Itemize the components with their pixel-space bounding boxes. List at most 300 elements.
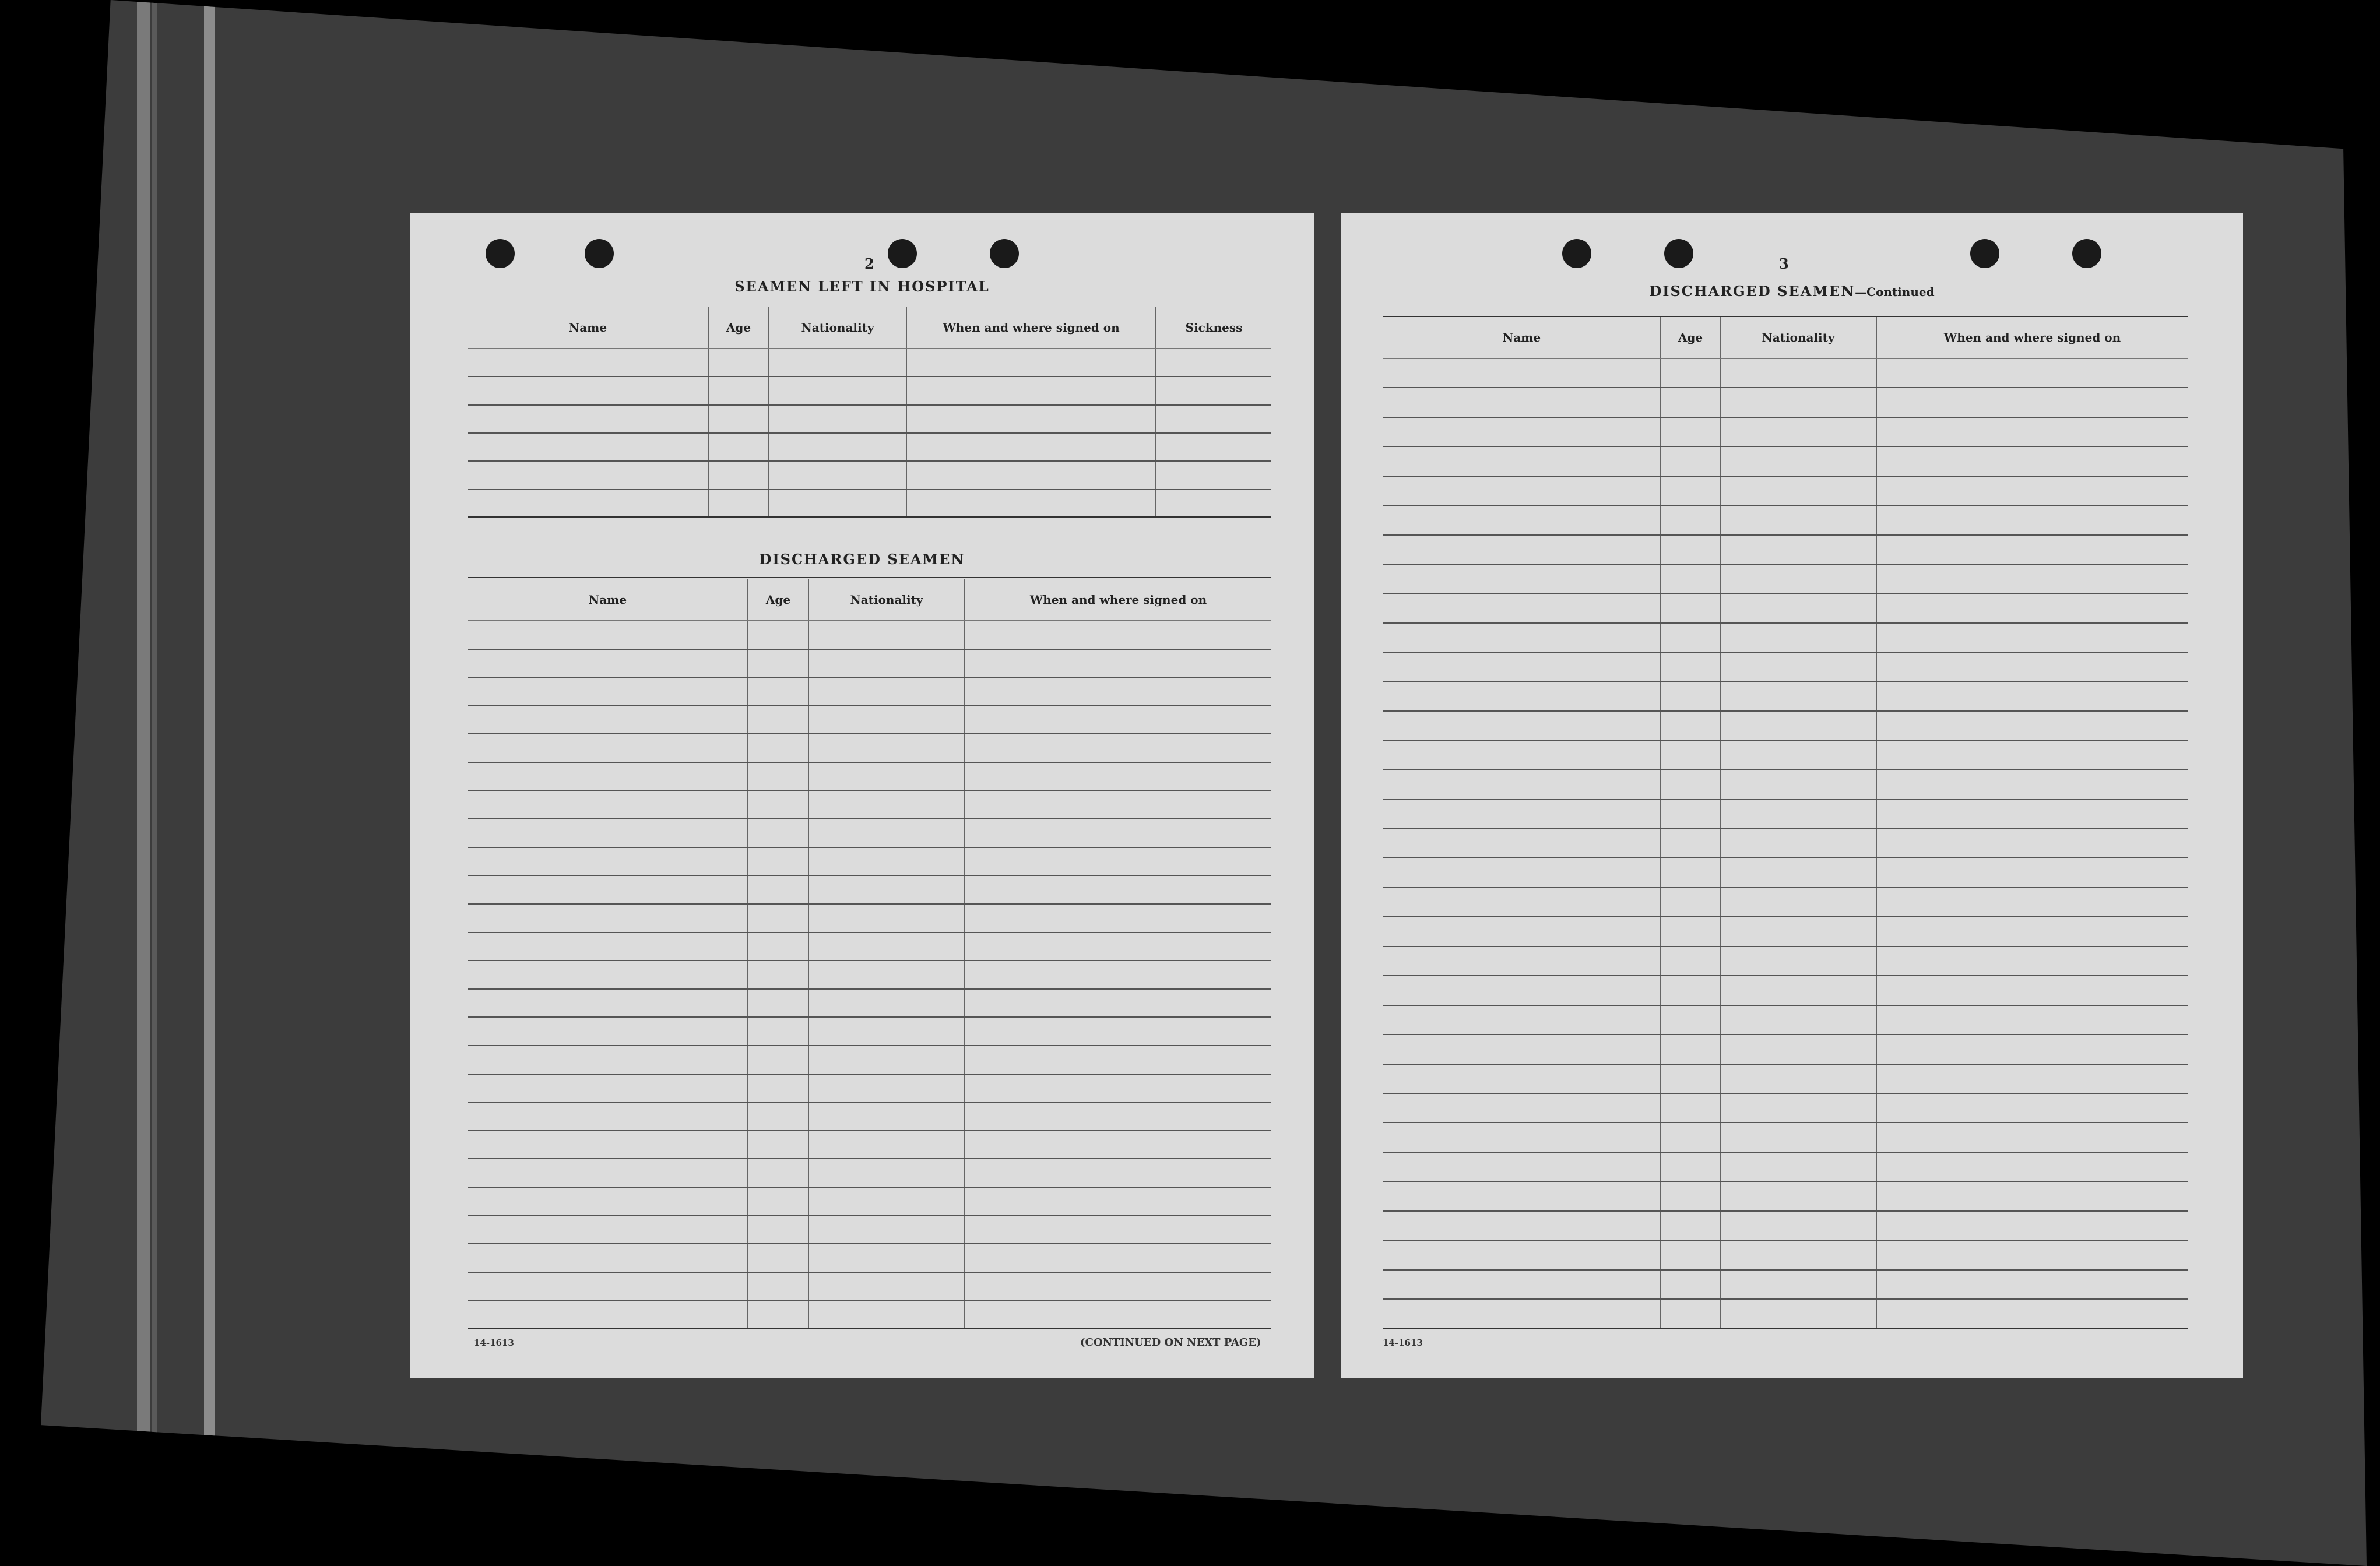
blank-cell[interactable] bbox=[1661, 976, 1720, 1005]
blank-cell[interactable] bbox=[1661, 800, 1720, 829]
blank-cell[interactable] bbox=[748, 1272, 808, 1301]
blank-cell[interactable] bbox=[1661, 770, 1720, 799]
blank-cell[interactable] bbox=[1383, 1240, 1661, 1269]
blank-cell[interactable] bbox=[965, 1102, 1271, 1131]
blank-cell[interactable] bbox=[708, 405, 769, 433]
blank-cell[interactable] bbox=[1383, 505, 1661, 534]
blank-cell[interactable] bbox=[1876, 535, 2188, 564]
blank-cell[interactable] bbox=[748, 847, 808, 876]
blank-cell[interactable] bbox=[1720, 976, 1876, 1005]
blank-cell[interactable] bbox=[708, 490, 769, 518]
blank-cell[interactable] bbox=[1383, 1093, 1661, 1122]
blank-cell[interactable] bbox=[1661, 917, 1720, 946]
blank-cell[interactable] bbox=[808, 847, 965, 876]
blank-cell[interactable] bbox=[1661, 476, 1720, 505]
blank-cell[interactable] bbox=[1661, 505, 1720, 534]
blank-cell[interactable] bbox=[1383, 770, 1661, 799]
blank-cell[interactable] bbox=[1661, 1240, 1720, 1269]
blank-cell[interactable] bbox=[1156, 376, 1271, 404]
blank-cell[interactable] bbox=[1720, 1005, 1876, 1034]
table-row bbox=[468, 490, 1271, 518]
table-row bbox=[468, 734, 1271, 762]
blank-cell[interactable] bbox=[1383, 1122, 1661, 1152]
blank-cell[interactable] bbox=[1720, 388, 1876, 417]
blank-cell[interactable] bbox=[1661, 564, 1720, 593]
blank-cell[interactable] bbox=[1661, 1270, 1720, 1299]
blank-cell[interactable] bbox=[1876, 917, 2188, 946]
blank-cell[interactable] bbox=[748, 819, 808, 847]
blank-cell[interactable] bbox=[965, 677, 1271, 706]
table-row bbox=[468, 621, 1271, 649]
blank-cell[interactable] bbox=[808, 960, 965, 989]
hospital-body bbox=[468, 349, 1271, 518]
blank-cell[interactable] bbox=[1876, 711, 2188, 740]
blank-cell[interactable] bbox=[1876, 1240, 2188, 1269]
blank-cell[interactable] bbox=[1383, 888, 1661, 917]
blank-cell[interactable] bbox=[1661, 358, 1720, 388]
blank-cell[interactable] bbox=[468, 1187, 748, 1216]
blank-cell[interactable] bbox=[1156, 405, 1271, 433]
blank-cell[interactable] bbox=[1383, 1270, 1661, 1299]
blank-cell[interactable] bbox=[965, 1244, 1271, 1272]
blank-cell[interactable] bbox=[748, 677, 808, 706]
blank-cell[interactable] bbox=[1383, 858, 1661, 887]
blank-cell[interactable] bbox=[1661, 711, 1720, 740]
blank-cell[interactable] bbox=[1383, 417, 1661, 446]
blank-cell[interactable] bbox=[1720, 946, 1876, 976]
blank-cell[interactable] bbox=[1876, 829, 2188, 858]
blank-cell[interactable] bbox=[468, 847, 748, 876]
blank-cell[interactable] bbox=[808, 1159, 965, 1187]
blank-cell[interactable] bbox=[468, 1272, 748, 1301]
blank-cell[interactable] bbox=[1876, 388, 2188, 417]
blank-cell[interactable] bbox=[1661, 946, 1720, 976]
blank-cell[interactable] bbox=[1720, 1034, 1876, 1064]
blank-cell[interactable] bbox=[1876, 417, 2188, 446]
blank-cell[interactable] bbox=[1661, 1211, 1720, 1240]
column-header: When and where signed on bbox=[1876, 316, 2188, 358]
blank-cell[interactable] bbox=[1876, 652, 2188, 681]
blank-cell[interactable] bbox=[1383, 1299, 1661, 1328]
blank-cell[interactable] bbox=[769, 461, 906, 489]
blank-cell[interactable] bbox=[808, 706, 965, 734]
blank-cell[interactable] bbox=[808, 1017, 965, 1046]
blank-cell[interactable] bbox=[965, 989, 1271, 1018]
blank-cell[interactable] bbox=[1383, 652, 1661, 681]
blank-cell[interactable] bbox=[769, 405, 906, 433]
blank-cell[interactable] bbox=[1383, 1034, 1661, 1064]
blank-cell[interactable] bbox=[808, 621, 965, 649]
blank-cell[interactable] bbox=[468, 819, 748, 847]
blank-cell[interactable] bbox=[1383, 564, 1661, 593]
table-row bbox=[1383, 1064, 2188, 1093]
blank-cell[interactable] bbox=[1720, 1064, 1876, 1093]
blank-cell[interactable] bbox=[1876, 1181, 2188, 1210]
blank-cell[interactable] bbox=[1383, 711, 1661, 740]
blank-cell[interactable] bbox=[808, 819, 965, 847]
blank-cell[interactable] bbox=[1876, 1064, 2188, 1093]
blank-cell[interactable] bbox=[1876, 1034, 2188, 1064]
blank-cell[interactable] bbox=[1876, 564, 2188, 593]
blank-cell[interactable] bbox=[965, 1300, 1271, 1329]
column-header: Age bbox=[1661, 316, 1720, 358]
blank-cell[interactable] bbox=[1661, 1152, 1720, 1181]
blank-cell[interactable] bbox=[748, 1300, 808, 1329]
blank-cell[interactable] bbox=[808, 1215, 965, 1244]
blank-cell[interactable] bbox=[1876, 858, 2188, 887]
blank-cell[interactable] bbox=[1661, 1034, 1720, 1064]
blank-cell[interactable] bbox=[748, 1102, 808, 1131]
blank-cell[interactable] bbox=[748, 960, 808, 989]
blank-cell[interactable] bbox=[1156, 461, 1271, 489]
blank-cell[interactable] bbox=[906, 376, 1156, 404]
table-row bbox=[468, 1159, 1271, 1187]
form-code: 14-1613 bbox=[474, 1338, 514, 1348]
blank-cell[interactable] bbox=[965, 762, 1271, 791]
table-row bbox=[1383, 446, 2188, 476]
blank-cell[interactable] bbox=[1661, 417, 1720, 446]
blank-cell[interactable] bbox=[1876, 770, 2188, 799]
blank-cell[interactable] bbox=[965, 734, 1271, 762]
blank-cell[interactable] bbox=[468, 1046, 748, 1074]
blank-cell[interactable] bbox=[1720, 1211, 1876, 1240]
blank-cell[interactable] bbox=[748, 932, 808, 961]
blank-cell[interactable] bbox=[906, 433, 1156, 461]
table-row bbox=[468, 1215, 1271, 1244]
blank-cell[interactable] bbox=[965, 1046, 1271, 1074]
blank-cell[interactable] bbox=[1383, 682, 1661, 711]
blank-cell[interactable] bbox=[748, 1215, 808, 1244]
blank-cell[interactable] bbox=[1876, 1005, 2188, 1034]
blank-cell[interactable] bbox=[965, 649, 1271, 678]
blank-cell[interactable] bbox=[1720, 417, 1876, 446]
blank-cell[interactable] bbox=[748, 904, 808, 932]
blank-cell[interactable] bbox=[468, 1300, 748, 1329]
blank-cell[interactable] bbox=[1720, 770, 1876, 799]
table-row bbox=[1383, 770, 2188, 799]
blank-cell[interactable] bbox=[1720, 800, 1876, 829]
blank-cell[interactable] bbox=[748, 1131, 808, 1159]
blank-cell[interactable] bbox=[1383, 1181, 1661, 1210]
blank-cell[interactable] bbox=[965, 847, 1271, 876]
blank-cell[interactable] bbox=[468, 1102, 748, 1131]
blank-cell[interactable] bbox=[1720, 1270, 1876, 1299]
blank-cell[interactable] bbox=[1876, 1270, 2188, 1299]
blank-cell[interactable] bbox=[1720, 594, 1876, 623]
blank-cell[interactable] bbox=[1720, 535, 1876, 564]
blank-cell[interactable] bbox=[965, 1272, 1271, 1301]
continued-note: (CONTINUED ON NEXT PAGE) bbox=[1080, 1336, 1261, 1349]
blank-cell[interactable] bbox=[808, 1046, 965, 1074]
table-row bbox=[468, 989, 1271, 1018]
column-header: When and where signed on bbox=[906, 306, 1156, 349]
blank-cell[interactable] bbox=[1720, 358, 1876, 388]
blank-cell[interactable] bbox=[1383, 535, 1661, 564]
blank-cell[interactable] bbox=[1383, 358, 1661, 388]
blank-cell[interactable] bbox=[808, 677, 965, 706]
blank-cell[interactable] bbox=[468, 1159, 748, 1187]
blank-cell[interactable] bbox=[468, 1131, 748, 1159]
blank-cell[interactable] bbox=[965, 875, 1271, 904]
blank-cell[interactable] bbox=[1720, 1122, 1876, 1152]
blank-cell[interactable] bbox=[1876, 741, 2188, 770]
blank-cell[interactable] bbox=[1661, 652, 1720, 681]
table-row bbox=[1383, 1299, 2188, 1328]
blank-cell[interactable] bbox=[748, 734, 808, 762]
blank-cell[interactable] bbox=[808, 1244, 965, 1272]
blank-cell[interactable] bbox=[1876, 594, 2188, 623]
blank-cell[interactable] bbox=[1383, 741, 1661, 770]
blank-cell[interactable] bbox=[1720, 1299, 1876, 1328]
blank-cell[interactable] bbox=[468, 1017, 748, 1046]
blank-cell[interactable] bbox=[468, 433, 708, 461]
blank-cell[interactable] bbox=[1383, 388, 1661, 417]
blank-cell[interactable] bbox=[1876, 800, 2188, 829]
blank-cell[interactable] bbox=[1720, 917, 1876, 946]
blank-cell[interactable] bbox=[468, 989, 748, 1018]
blank-cell[interactable] bbox=[1720, 741, 1876, 770]
blank-cell[interactable] bbox=[748, 1187, 808, 1216]
blank-cell[interactable] bbox=[1876, 476, 2188, 505]
blank-cell[interactable] bbox=[1876, 888, 2188, 917]
blank-cell[interactable] bbox=[708, 349, 769, 376]
blank-cell[interactable] bbox=[1661, 1181, 1720, 1210]
blank-cell[interactable] bbox=[808, 1102, 965, 1131]
blank-cell[interactable] bbox=[808, 932, 965, 961]
blank-cell[interactable] bbox=[468, 405, 708, 433]
blank-cell[interactable] bbox=[1720, 711, 1876, 740]
blank-cell[interactable] bbox=[1876, 1152, 2188, 1181]
blank-cell[interactable] bbox=[1876, 1299, 2188, 1328]
blank-cell[interactable] bbox=[808, 734, 965, 762]
blank-cell[interactable] bbox=[808, 649, 965, 678]
blank-cell[interactable] bbox=[1876, 682, 2188, 711]
blank-cell[interactable] bbox=[748, 1159, 808, 1187]
blank-cell[interactable] bbox=[808, 989, 965, 1018]
blank-cell[interactable] bbox=[468, 791, 748, 819]
blank-cell[interactable] bbox=[1876, 446, 2188, 476]
blank-cell[interactable] bbox=[1661, 535, 1720, 564]
blank-cell[interactable] bbox=[748, 706, 808, 734]
blank-cell[interactable] bbox=[1661, 594, 1720, 623]
blank-cell[interactable] bbox=[748, 649, 808, 678]
blank-cell[interactable] bbox=[965, 819, 1271, 847]
blank-cell[interactable] bbox=[708, 433, 769, 461]
blank-cell[interactable] bbox=[1661, 1005, 1720, 1034]
blank-cell[interactable] bbox=[769, 349, 906, 376]
discharged-body bbox=[468, 621, 1271, 1329]
blank-cell[interactable] bbox=[748, 875, 808, 904]
blank-cell[interactable] bbox=[808, 904, 965, 932]
blank-cell[interactable] bbox=[468, 349, 708, 376]
blank-cell[interactable] bbox=[1661, 858, 1720, 887]
blank-cell[interactable] bbox=[468, 762, 748, 791]
blank-cell[interactable] bbox=[1720, 1240, 1876, 1269]
blank-cell[interactable] bbox=[808, 1187, 965, 1216]
blank-cell[interactable] bbox=[1720, 623, 1876, 652]
blank-cell[interactable] bbox=[1720, 476, 1876, 505]
blank-cell[interactable] bbox=[906, 349, 1156, 376]
blank-cell[interactable] bbox=[1720, 1152, 1876, 1181]
table-row bbox=[468, 932, 1271, 961]
blank-cell[interactable] bbox=[965, 932, 1271, 961]
blank-cell[interactable] bbox=[1876, 946, 2188, 976]
blank-cell[interactable] bbox=[748, 1017, 808, 1046]
table-row bbox=[468, 1131, 1271, 1159]
blank-cell[interactable] bbox=[1661, 682, 1720, 711]
blank-cell[interactable] bbox=[748, 791, 808, 819]
blank-cell[interactable] bbox=[808, 1131, 965, 1159]
blank-cell[interactable] bbox=[769, 433, 906, 461]
blank-cell[interactable] bbox=[1661, 446, 1720, 476]
blank-cell[interactable] bbox=[965, 1131, 1271, 1159]
blank-cell[interactable] bbox=[748, 989, 808, 1018]
blank-cell[interactable] bbox=[1661, 1064, 1720, 1093]
blank-cell[interactable] bbox=[468, 734, 748, 762]
column-header: Sickness bbox=[1156, 306, 1271, 349]
blank-cell[interactable] bbox=[1720, 1093, 1876, 1122]
blank-cell[interactable] bbox=[965, 1215, 1271, 1244]
blank-cell[interactable] bbox=[1876, 358, 2188, 388]
blank-cell[interactable] bbox=[1876, 1093, 2188, 1122]
blank-cell[interactable] bbox=[769, 376, 906, 404]
blank-cell[interactable] bbox=[906, 405, 1156, 433]
continued-section-title bbox=[1341, 283, 2243, 300]
blank-cell[interactable] bbox=[965, 706, 1271, 734]
blank-cell[interactable] bbox=[1661, 888, 1720, 917]
blank-cell[interactable] bbox=[1720, 682, 1876, 711]
blank-cell[interactable] bbox=[1383, 976, 1661, 1005]
blank-cell[interactable] bbox=[808, 875, 965, 904]
blank-cell[interactable] bbox=[1720, 564, 1876, 593]
blank-cell[interactable] bbox=[468, 376, 708, 404]
blank-cell[interactable] bbox=[965, 791, 1271, 819]
blank-cell[interactable] bbox=[748, 1244, 808, 1272]
blank-cell[interactable] bbox=[1661, 1122, 1720, 1152]
table-row bbox=[1383, 417, 2188, 446]
blank-cell[interactable] bbox=[1383, 917, 1661, 946]
blank-cell[interactable] bbox=[1383, 800, 1661, 829]
blank-cell[interactable] bbox=[1383, 1152, 1661, 1181]
table-row bbox=[1383, 505, 2188, 534]
blank-cell[interactable] bbox=[1720, 858, 1876, 887]
blank-cell[interactable] bbox=[1720, 652, 1876, 681]
blank-cell[interactable] bbox=[1383, 623, 1661, 652]
blank-cell[interactable] bbox=[808, 1272, 965, 1301]
blank-cell[interactable] bbox=[468, 1215, 748, 1244]
blank-cell[interactable] bbox=[965, 960, 1271, 989]
blank-cell[interactable] bbox=[1383, 946, 1661, 976]
blank-cell[interactable] bbox=[1876, 976, 2188, 1005]
blank-cell[interactable] bbox=[1876, 505, 2188, 534]
blank-cell[interactable] bbox=[708, 461, 769, 489]
blank-cell[interactable] bbox=[965, 1017, 1271, 1046]
blank-cell[interactable] bbox=[468, 932, 748, 961]
blank-cell[interactable] bbox=[468, 461, 708, 489]
blank-cell[interactable] bbox=[965, 1187, 1271, 1216]
blank-cell[interactable] bbox=[1383, 1211, 1661, 1240]
blank-cell[interactable] bbox=[1661, 388, 1720, 417]
table-row bbox=[468, 376, 1271, 404]
blank-cell[interactable] bbox=[1156, 349, 1271, 376]
discharged-header-row bbox=[468, 578, 1271, 621]
blank-cell[interactable] bbox=[468, 649, 748, 678]
blank-cell[interactable] bbox=[1720, 1181, 1876, 1210]
blank-cell[interactable] bbox=[769, 490, 906, 518]
blank-cell[interactable] bbox=[468, 706, 748, 734]
blank-cell[interactable] bbox=[1720, 888, 1876, 917]
blank-cell[interactable] bbox=[1720, 505, 1876, 534]
blank-cell[interactable] bbox=[808, 1074, 965, 1103]
blank-cell[interactable] bbox=[1383, 594, 1661, 623]
blank-cell[interactable] bbox=[965, 1074, 1271, 1103]
table-row bbox=[1383, 623, 2188, 652]
blank-cell[interactable] bbox=[468, 490, 708, 518]
column-header: Age bbox=[708, 306, 769, 349]
table-row bbox=[468, 847, 1271, 876]
blank-cell[interactable] bbox=[468, 1074, 748, 1103]
table-row bbox=[1383, 1181, 2188, 1210]
discharged-section-title: DISCHARGED SEAMEN bbox=[759, 551, 965, 568]
table-row bbox=[468, 649, 1271, 678]
blank-cell[interactable] bbox=[965, 904, 1271, 932]
blank-cell[interactable] bbox=[1661, 829, 1720, 858]
blank-cell[interactable] bbox=[468, 621, 748, 649]
blank-cell[interactable] bbox=[1661, 623, 1720, 652]
table-row bbox=[468, 1017, 1271, 1046]
table-row bbox=[1383, 829, 2188, 858]
table-row bbox=[1383, 388, 2188, 417]
blank-cell[interactable] bbox=[906, 490, 1156, 518]
blank-cell[interactable] bbox=[748, 1074, 808, 1103]
blank-cell[interactable] bbox=[1876, 1211, 2188, 1240]
blank-cell[interactable] bbox=[748, 1046, 808, 1074]
blank-cell[interactable] bbox=[1156, 433, 1271, 461]
blank-cell[interactable] bbox=[1661, 1093, 1720, 1122]
blank-cell[interactable] bbox=[1661, 1299, 1720, 1328]
blank-cell[interactable] bbox=[1383, 1064, 1661, 1093]
blank-cell[interactable] bbox=[965, 621, 1271, 649]
blank-cell[interactable] bbox=[808, 1300, 965, 1329]
blank-cell[interactable] bbox=[1383, 1005, 1661, 1034]
blank-cell[interactable] bbox=[1720, 829, 1876, 858]
table-row bbox=[1383, 976, 2188, 1005]
hospital-table bbox=[468, 305, 1271, 518]
blank-cell[interactable] bbox=[906, 461, 1156, 489]
blank-cell[interactable] bbox=[748, 621, 808, 649]
blank-cell[interactable] bbox=[1383, 446, 1661, 476]
blank-cell[interactable] bbox=[808, 762, 965, 791]
table-row bbox=[1383, 711, 2188, 740]
blank-cell[interactable] bbox=[468, 904, 748, 932]
blank-cell[interactable] bbox=[748, 762, 808, 791]
blank-cell[interactable] bbox=[1661, 741, 1720, 770]
blank-cell[interactable] bbox=[468, 960, 748, 989]
blank-cell[interactable] bbox=[708, 376, 769, 404]
blank-cell[interactable] bbox=[808, 791, 965, 819]
blank-cell[interactable] bbox=[1383, 829, 1661, 858]
blank-cell[interactable] bbox=[1876, 1122, 2188, 1152]
blank-cell[interactable] bbox=[468, 1244, 748, 1272]
table-row bbox=[468, 706, 1271, 734]
blank-cell[interactable] bbox=[468, 677, 748, 706]
blank-cell[interactable] bbox=[1720, 446, 1876, 476]
blank-cell[interactable] bbox=[468, 875, 748, 904]
blank-cell[interactable] bbox=[1383, 476, 1661, 505]
blank-cell[interactable] bbox=[1156, 490, 1271, 518]
blank-cell[interactable] bbox=[1876, 623, 2188, 652]
blank-cell[interactable] bbox=[965, 1159, 1271, 1187]
